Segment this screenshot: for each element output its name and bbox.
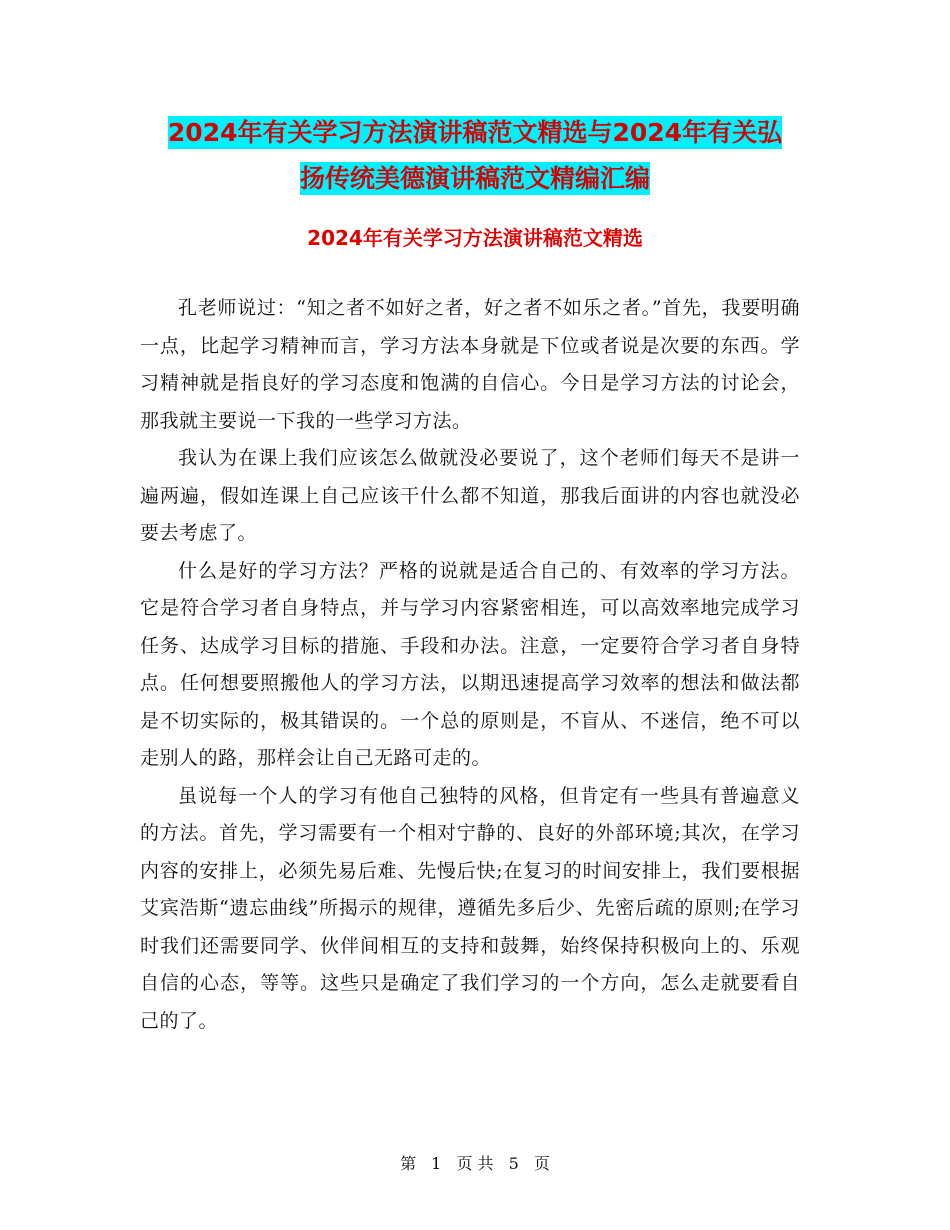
- footer-page-number: 1: [431, 1154, 442, 1173]
- document-title-line-2: 扬传统美德演讲稿范文精编汇编: [299, 164, 650, 193]
- page-footer: [0, 1152, 950, 1176]
- paragraph-2: 我认为在课上我们应该怎么做就没必要说了，这个老师们每天不是讲一遍两遍，假如连课上自己应该干什么都不知道，那我后面讲的内容也就没必要去考虑了。: [140, 447, 800, 544]
- document-body: [140, 290, 800, 1040]
- document-title-line-1: 2024年有关学习方法演讲稿范文精选与2024年有关弘: [167, 118, 783, 147]
- footer-suffix: 页: [533, 1154, 550, 1173]
- section-title: 2024年有关学习方法演讲稿范文精选: [307, 226, 643, 250]
- footer-prefix: 第: [400, 1154, 417, 1173]
- paragraph-4: 虽说每一个人的学习有他自己独特的风格，但肯定有一些具有普遍意义的方法。首先，学习需要有一个相对宁静的、良好的外部环境;其次，在学习内容的安排上，必须先易后难、先慢后快;在复习的时间安排上，我们要根据艾宾浩斯“遗忘曲线”所揭示的规律，遵循先多后少、先密后疏的原则;在学习时我们还需要同学、伙伴间相互的支持和鼓舞，始终保持积极向上的、乐观自信的心态，等等。这些只是确定了我们学习的一个方向，怎么走就要看自己的了。: [140, 784, 800, 1032]
- footer-middle: 页 共: [456, 1154, 494, 1173]
- footer-total-pages: 5: [508, 1154, 519, 1173]
- paragraph-1: 孔老师说过：“知之者不如好之者，好之者不如乐之者。”首先，我要明确一点，比起学习精神而言，学习方法本身就是下位或者说是次要的东西。学习精神就是指良好的学习态度和饱满的自信心。今日是学习方法的讨论会，那我就主要说一下我的一些学习方法。: [140, 297, 800, 432]
- paragraph-3: 什么是好的学习方法？严格的说就是适合自己的、有效率的学习方法。它是符合学习者自身特点，并与学习内容紧密相连，可以高效率地完成学习任务、达成学习目标的措施、手段和办法。注意，一定要符合学习者自身特点。任何想要照搬他人的学习方法，以期迅速提高学习效率的想法和做法都是不切实际的，极其错误的。一个总的原则是，不盲从、不迷信，绝不可以走别人的路，那样会让自己无路可走的。: [140, 559, 800, 769]
- document-title: [140, 110, 810, 202]
